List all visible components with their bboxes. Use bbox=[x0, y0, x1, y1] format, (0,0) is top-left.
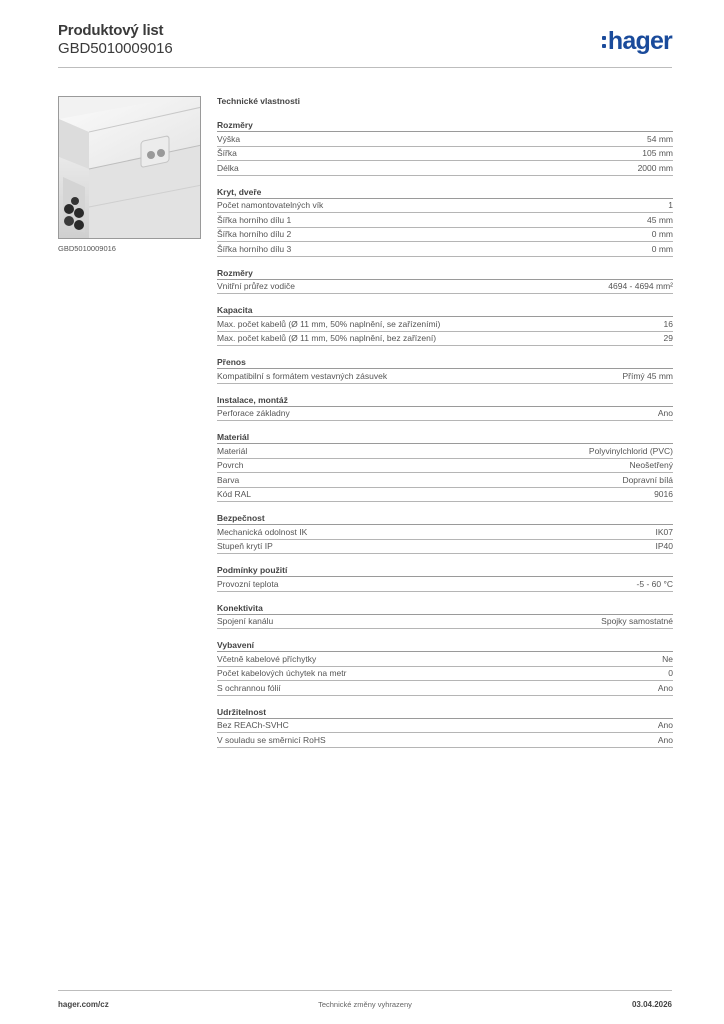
spec-value: IP40 bbox=[655, 541, 673, 552]
technical-specs bbox=[217, 96, 673, 757]
product-code: GBD5010009016 bbox=[58, 40, 173, 57]
spec-row bbox=[217, 332, 673, 347]
product-image bbox=[58, 96, 201, 239]
spec-section bbox=[217, 303, 673, 346]
spec-label: Barva bbox=[217, 474, 240, 485]
spec-row bbox=[217, 615, 673, 630]
spec-label: Spojení kanálu bbox=[217, 616, 274, 627]
spec-label: Kompatibilní s formátem vestavných zásuvek bbox=[217, 370, 388, 381]
spec-section bbox=[217, 601, 673, 630]
spec-value: Dopravní bílá bbox=[622, 474, 673, 485]
page-footer bbox=[58, 990, 672, 1014]
spec-label: Kód RAL bbox=[217, 489, 252, 500]
spec-row bbox=[217, 733, 673, 748]
spec-row bbox=[217, 652, 673, 667]
spec-label: V souladu se směrnicí RoHS bbox=[217, 734, 326, 745]
spec-label: Mechanická odolnost IK bbox=[217, 526, 308, 537]
spec-row bbox=[217, 407, 673, 422]
spec-row bbox=[217, 161, 673, 176]
spec-row bbox=[217, 525, 673, 540]
product-image-caption: GBD5010009016 bbox=[58, 244, 116, 253]
section-title: Vybavení bbox=[217, 638, 673, 652]
specs-sections bbox=[217, 118, 673, 748]
document-title: Produktový list bbox=[58, 22, 164, 39]
spec-section bbox=[217, 430, 673, 502]
spec-row bbox=[217, 540, 673, 555]
spec-value: Neošetřený bbox=[629, 460, 673, 471]
hager-logo[interactable] bbox=[602, 28, 672, 54]
spec-value: Ano bbox=[657, 720, 673, 731]
spec-value: 1 bbox=[668, 200, 673, 211]
section-title: Bezpečnost bbox=[217, 511, 673, 525]
spec-label: Povrch bbox=[217, 460, 244, 471]
spec-value: IK07 bbox=[655, 526, 673, 537]
section-title: Kryt, dveře bbox=[217, 185, 673, 199]
spec-label: Max. počet kabelů (Ø 11 mm, 50% naplnění, bez zařízení) bbox=[217, 333, 437, 344]
spec-label: Počet kabelových úchytek na metr bbox=[217, 668, 347, 679]
spec-value: Přímý 45 mm bbox=[622, 370, 673, 381]
spec-row bbox=[217, 473, 673, 488]
spec-row bbox=[217, 369, 673, 384]
spec-label: Výška bbox=[217, 133, 241, 144]
logo-dots-icon bbox=[602, 36, 606, 48]
section-title: Přenos bbox=[217, 355, 673, 369]
spec-section bbox=[217, 355, 673, 384]
logo-text: hager bbox=[607, 27, 672, 55]
spec-row bbox=[217, 199, 673, 214]
spec-value: 54 mm bbox=[647, 133, 673, 144]
spec-label: Max. počet kabelů (Ø 11 mm, 50% naplnění, se zařízeními) bbox=[217, 318, 441, 329]
spec-value: 29 bbox=[663, 333, 673, 344]
spec-section bbox=[217, 563, 673, 592]
footer-notice: Technické změny vyhrazeny bbox=[318, 1000, 412, 1009]
spec-value: 2000 mm bbox=[637, 162, 673, 173]
spec-label: S ochrannou fólií bbox=[217, 682, 281, 693]
spec-label: Bez REACh-SVHC bbox=[217, 720, 289, 731]
spec-value: -5 - 60 °C bbox=[636, 578, 673, 589]
spec-label: Vnitřní průřez vodiče bbox=[217, 281, 295, 292]
cable-trunking-image bbox=[59, 97, 201, 239]
section-title: Rozměry bbox=[217, 266, 673, 280]
spec-value: 4694 - 4694 mm² bbox=[608, 281, 673, 292]
spec-row bbox=[217, 242, 673, 257]
spec-row bbox=[217, 317, 673, 332]
spec-row bbox=[217, 280, 673, 295]
section-title: Instalace, montáž bbox=[217, 393, 673, 407]
section-title: Kapacita bbox=[217, 303, 673, 317]
page-header bbox=[58, 22, 672, 68]
footer-website[interactable]: hager.com/cz bbox=[58, 1000, 109, 1009]
spec-section bbox=[217, 393, 673, 422]
spec-value: 0 mm bbox=[651, 229, 673, 240]
spec-label: Včetně kabelové příchytky bbox=[217, 653, 317, 664]
spec-label: Šířka horního dílu 1 bbox=[217, 214, 292, 225]
spec-value: Spojky samostatné bbox=[601, 616, 673, 627]
spec-section bbox=[217, 185, 673, 257]
spec-row bbox=[217, 459, 673, 474]
spec-value: Ano bbox=[657, 734, 673, 745]
spec-value: 0 bbox=[668, 668, 673, 679]
spec-value: 45 mm bbox=[647, 214, 673, 225]
spec-label: Počet namontovatelných vík bbox=[217, 200, 324, 211]
spec-row bbox=[217, 444, 673, 459]
section-title: Podmínky použití bbox=[217, 563, 673, 577]
footer-date: 03.04.2026 bbox=[631, 1000, 672, 1009]
spec-label: Perforace základny bbox=[217, 408, 290, 419]
section-title: Rozměry bbox=[217, 118, 673, 132]
spec-section bbox=[217, 511, 673, 554]
spec-row bbox=[217, 213, 673, 228]
spec-section bbox=[217, 266, 673, 295]
spec-value: Ano bbox=[657, 682, 673, 693]
section-title: Konektivita bbox=[217, 601, 673, 615]
spec-label: Materiál bbox=[217, 445, 248, 456]
spec-row bbox=[217, 147, 673, 162]
spec-value: Ano bbox=[657, 408, 673, 419]
spec-row bbox=[217, 681, 673, 696]
specs-title: Technické vlastnosti bbox=[217, 96, 300, 106]
spec-label: Šířka bbox=[217, 148, 237, 159]
section-title: Materiál bbox=[217, 430, 673, 444]
spec-label: Šířka horního dílu 2 bbox=[217, 229, 292, 240]
spec-value: Polyvinylchlorid (PVC) bbox=[588, 445, 673, 456]
spec-label: Délka bbox=[217, 162, 239, 173]
spec-label: Šířka horního dílu 3 bbox=[217, 243, 292, 254]
spec-value: 0 mm bbox=[651, 243, 673, 254]
spec-section bbox=[217, 705, 673, 748]
spec-section bbox=[217, 118, 673, 176]
spec-value: Ne bbox=[662, 653, 673, 664]
spec-row bbox=[217, 488, 673, 503]
spec-value: 105 mm bbox=[642, 148, 673, 159]
spec-value: 16 bbox=[663, 318, 673, 329]
spec-row bbox=[217, 719, 673, 734]
spec-label: Stupeň krytí IP bbox=[217, 541, 273, 552]
spec-row bbox=[217, 132, 673, 147]
spec-row bbox=[217, 667, 673, 682]
spec-row bbox=[217, 228, 673, 243]
spec-value: 9016 bbox=[654, 489, 673, 500]
spec-label: Provozní teplota bbox=[217, 578, 279, 589]
section-title: Udržitelnost bbox=[217, 705, 673, 719]
spec-section bbox=[217, 638, 673, 696]
spec-row bbox=[217, 577, 673, 592]
